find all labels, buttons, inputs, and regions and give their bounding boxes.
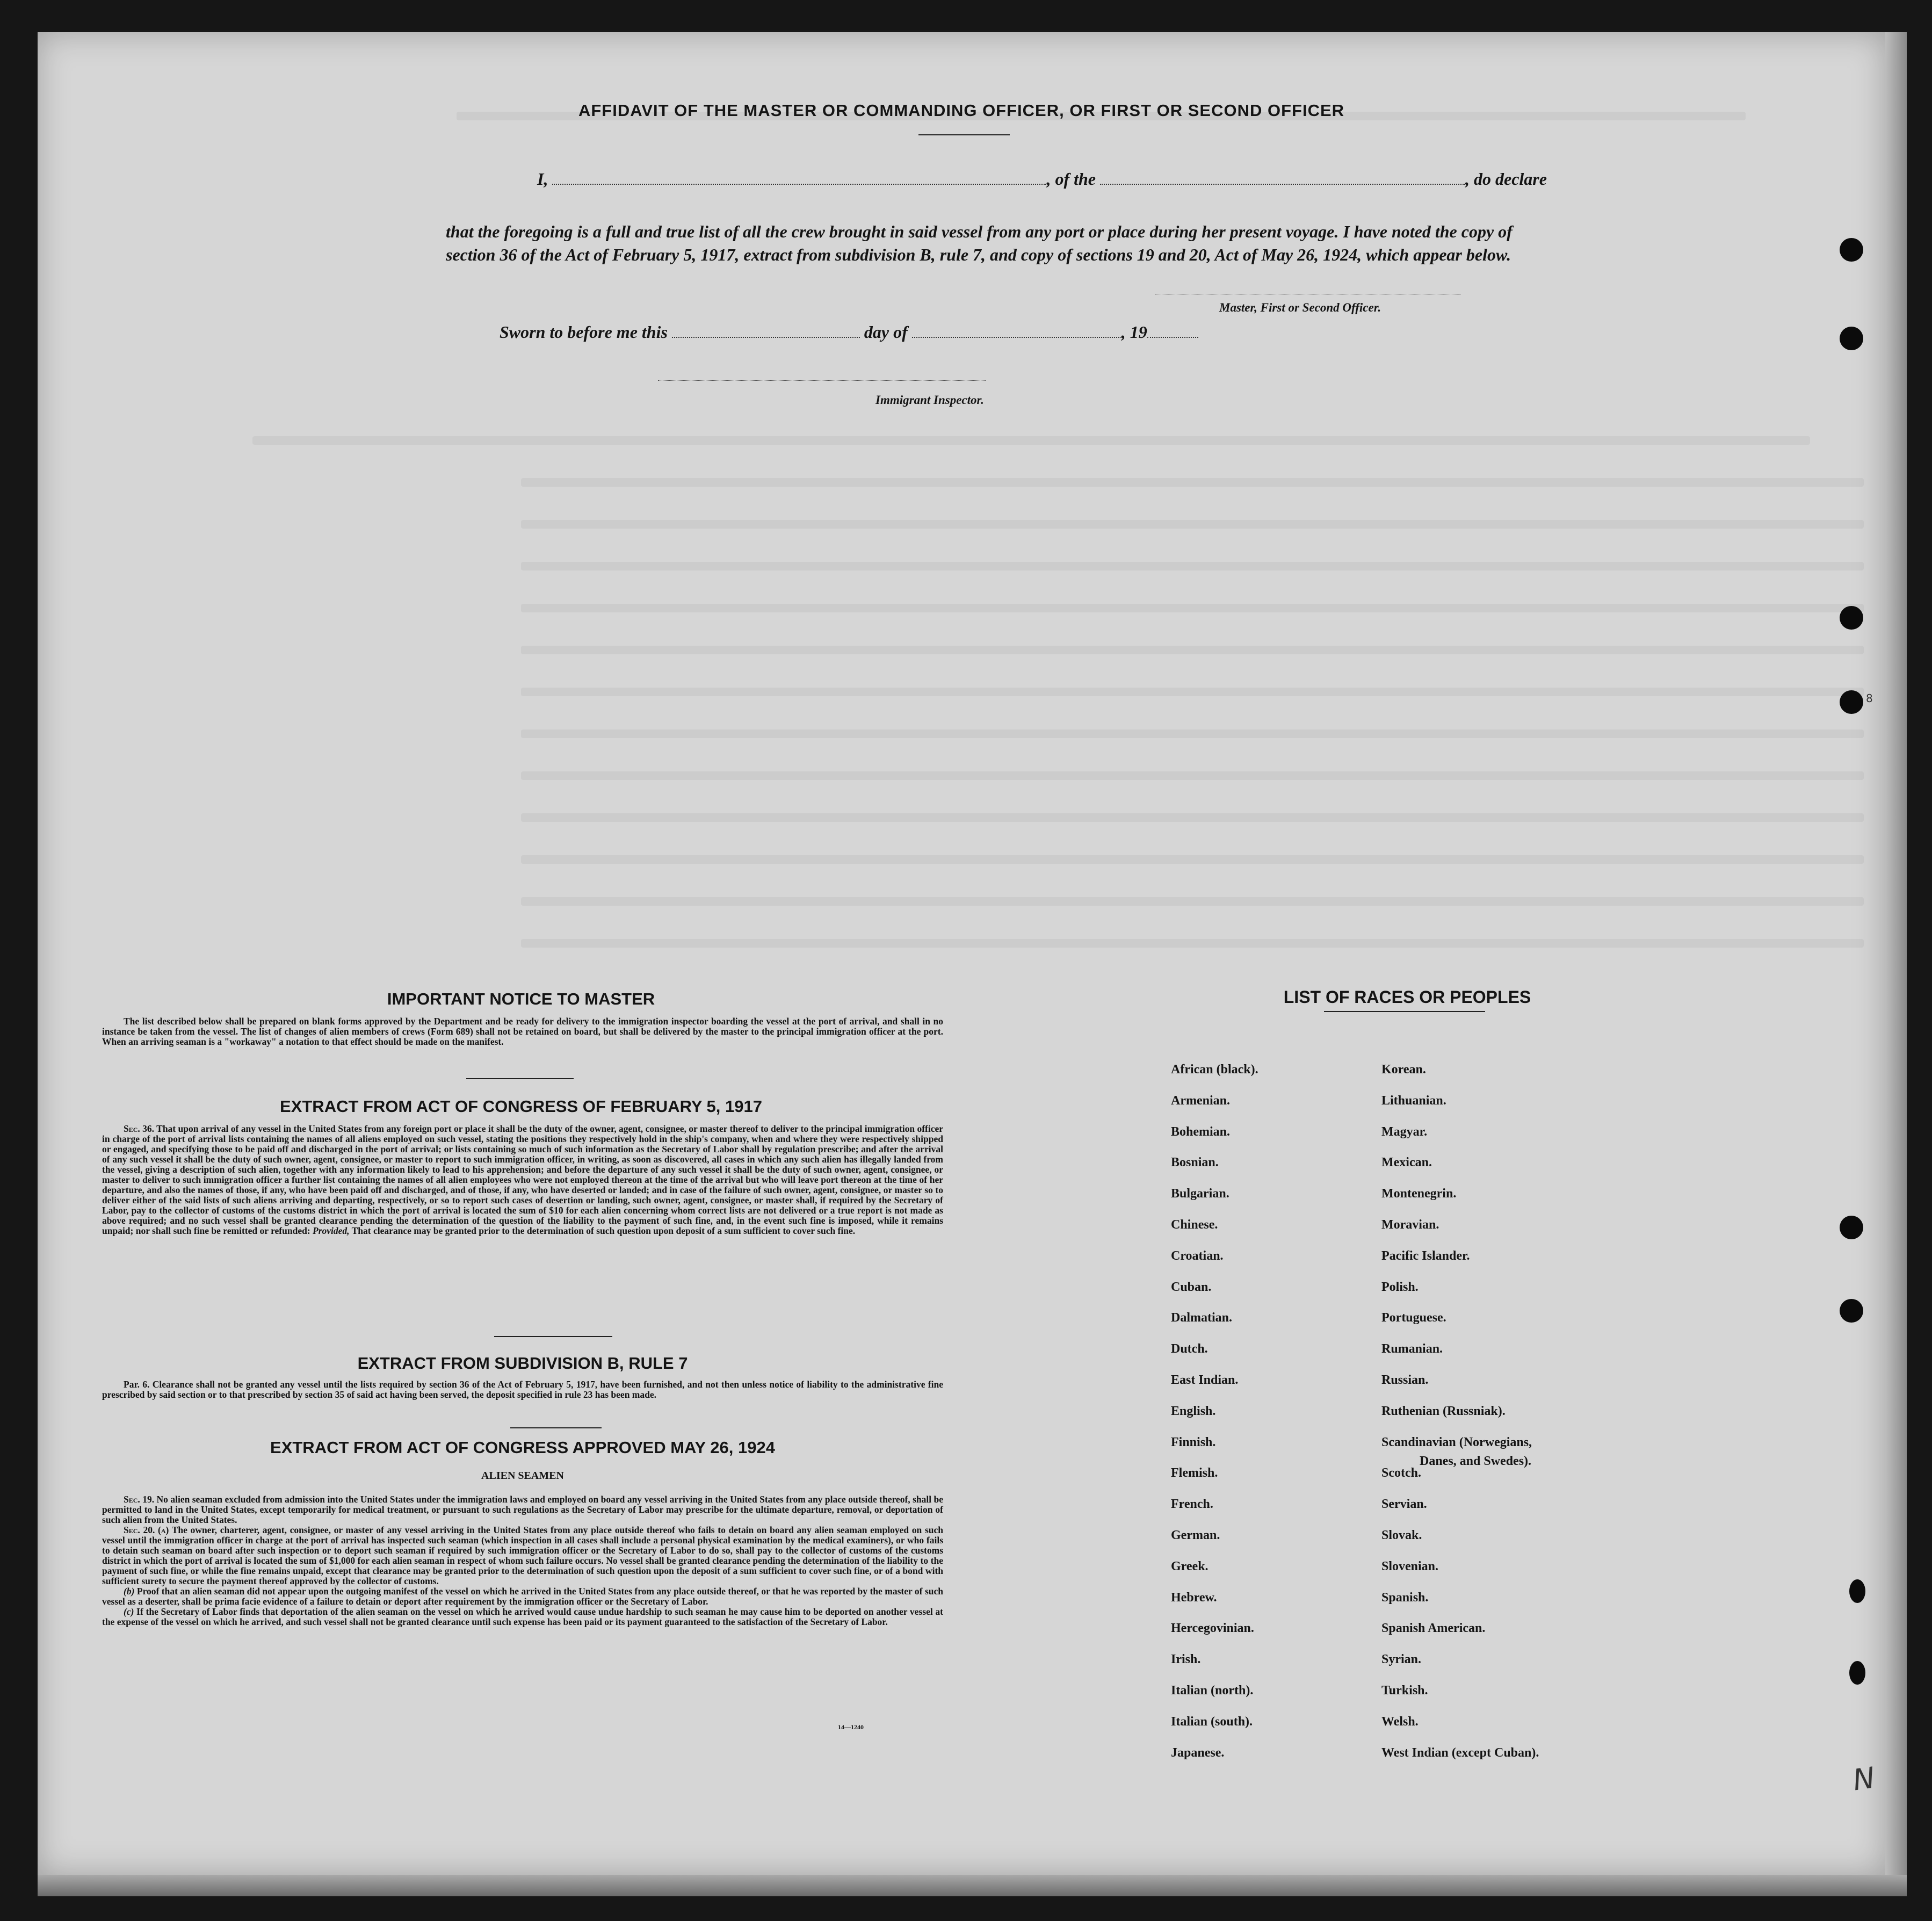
races-item: Croatian. [1171,1248,1224,1263]
divider-2 [494,1336,612,1337]
affidavit-first-line [537,169,1547,189]
races-item: Polish. [1381,1280,1419,1294]
inspector-label: Immigrant Inspector. [875,393,984,407]
alien-seamen-subtitle: ALIEN SEAMEN [481,1470,564,1482]
races-item: African (black). [1171,1063,1258,1077]
form-sheet [38,32,1885,1875]
races-item: Mexican. [1381,1156,1432,1170]
extract-1924-title: EXTRACT FROM ACT OF CONGRESS APPROVED MAY 26, 1924 [270,1438,775,1457]
races-item: Slovak. [1381,1528,1422,1542]
races-item: English. [1171,1404,1216,1418]
affidavit-do-declare-label: , do declare [1465,169,1547,189]
sworn-day-blank[interactable] [672,333,860,338]
notice-body [102,1016,943,1047]
races-column-2 [1381,1063,1539,1776]
races-item: Bohemian. [1171,1124,1231,1139]
sec-19-label: Sec. 19. [124,1494,155,1505]
inspector-signature-line[interactable] [658,380,986,381]
sec-20b-text: Proof that an alien seaman did not appear upon the outgoing manifest of the vessel on which he arrived in the United States from any place outside thereof, or that he was reported by the master of such vessel as a deserter, shall be prima facie evidence of a failure to detain or deport after requirement by the immigration officer or the Secretary of Labor. [102,1586,943,1607]
page-bottom-edge [38,1875,1907,1896]
punch-hole [1840,1216,1863,1239]
sworn-day-of: day of [864,322,908,342]
races-title-underline [1324,1011,1485,1012]
races-title: LIST OF RACES OR PEOPLES [1283,987,1531,1007]
sworn-month-blank[interactable] [912,333,1121,338]
races-item: Spanish American. [1381,1621,1486,1636]
races-item: Servian. [1381,1497,1427,1512]
sec-36-label: Sec. 36. [124,1123,155,1134]
punch-hole [1849,1661,1865,1685]
punch-hole [1840,606,1863,630]
page-mark: 8 [1866,692,1873,705]
races-item: Finnish. [1171,1435,1216,1449]
races-item: Scandinavian (Norwegians, [1381,1435,1532,1449]
extract-1917-body [102,1124,943,1236]
races-item: Turkish. [1381,1683,1428,1698]
sworn-line [500,322,1198,342]
races-item: French. [1171,1497,1213,1512]
sworn-prefix: Sworn to before me this [500,322,668,342]
punch-hole [1849,1579,1865,1603]
races-item-scandinavian-cont: Danes, and Swedes). [1420,1454,1532,1468]
races-item: Spanish. [1381,1590,1429,1605]
races-scandinavian-continued [1420,1454,1531,1485]
punch-hole [1840,690,1863,714]
races-item: Hebrew. [1171,1590,1217,1605]
extract-1917-title: EXTRACT FROM ACT OF CONGRESS OF FEBRUARY 5, 1917 [280,1097,762,1116]
affidavit-title: AFFIDAVIT OF THE MASTER OR COMMANDING OFFICER, OR FIRST OR SECOND OFFICER [578,101,1345,120]
races-column-1 [1171,1063,1258,1776]
races-item: Scotch. [1381,1466,1421,1481]
races-item: Magyar. [1381,1124,1428,1139]
races-item: Portuguese. [1381,1311,1446,1325]
punch-hole [1840,327,1863,350]
races-item: Japanese. [1171,1745,1225,1760]
extract-rule7-title: EXTRACT FROM SUBDIVISION B, RULE 7 [357,1354,688,1373]
master-signature-label: Master, First or Second Officer. [1219,301,1381,314]
vessel-name-blank[interactable] [1100,179,1465,185]
divider-3 [510,1427,602,1428]
sec-36-text-end: That clearance may be granted prior to the determination of such question upon deposit of a sum sufficient to cover such fine. [351,1225,856,1236]
races-item: Slovenian. [1381,1559,1439,1573]
races-item: Russian. [1381,1373,1429,1387]
rule7-paragraph: Par. 6. Clearance shall not be granted any vessel until the lists required by section 36 of the Act of February 5, 1917, have been furnished, and not then unless notice of liability to the administrative fine prescribed by said section or to that prescribed by section 35 of said act having been served, the deposit specified in rule 23 has been made. [102,1379,943,1400]
races-item: Italian (south). [1171,1714,1253,1729]
races-item: Hercegovinian. [1171,1621,1254,1636]
races-item: Cuban. [1171,1280,1212,1294]
notice-paragraph: The list described below shall be prepared on blank forms approved by the Department and be ready for delivery to the immigration inspector boarding the vessel at the port of arrival, and shall in no instance be taken from the vessel. The list of changes of alien members of crews (Form 689) shall not be retained on board, but shall be delivered by the master to the principal immigration officer at the port. When an arriving seaman is a "workaway" a notation to that effect should be made on the manifest. [102,1016,943,1047]
affidavit-paragraph: that the foregoing is a full and true list of all the crew brought in said vessel from any port or place during her present voyage. I have noted the copy of section 36 of the Act of February 5, 1917, extract from subdivision B, rule 7, and copy of sections 19 and 20, Act of May 26, 1924, which appear below. [446,222,1513,264]
divider-1 [466,1078,574,1079]
races-item: Flemish. [1171,1466,1218,1481]
races-item: Rumanian. [1381,1342,1443,1356]
races-item: Lithuanian. [1381,1093,1446,1108]
sworn-year: , 19 [1121,322,1147,342]
affidavit-i-label: I, [537,169,548,189]
extract-1924-body [102,1494,943,1627]
extract-rule7-body [102,1380,943,1400]
races-item: Greek. [1171,1559,1209,1573]
sworn-year-blank[interactable] [1147,333,1198,338]
races-item: West Indian (except Cuban). [1381,1745,1539,1760]
races-item: Italian (north). [1171,1683,1254,1698]
officer-name-blank[interactable] [552,179,1046,185]
races-item: Dalmatian. [1171,1311,1232,1325]
sec-20a-text: The owner, charterer, agent, consignee, or master of any vessel arriving in the United States from any place outside thereof who fails to detain on board any alien seaman employed on such vessel until the immigration officer in charge at the port of arrival has inspected such seaman (which inspection in all cases shall include a personal physical examination by the medical examiners), or who fails to detain such seaman on board after such inspection or to deport such seaman if required by such immigration officer or the Secretary of Labor to do so, shall pay to the collector of customs of the customs district in which the port of arrival is located the sum of $1,000 for each alien seaman in respect of whom such failure occurs. No vessel shall be granted clearance pending the determination of the liability to the payment of such fine, or while the fine remains unpaid, except that clearance may be granted prior to the determination of such question upon the deposit of a sum sufficient to cover such fine, or of a bond with sufficient surety to secure the payment thereof approved by the collector of customs. [102,1525,943,1586]
races-item: Dutch. [1171,1342,1208,1356]
races-item: Welsh. [1381,1714,1419,1729]
sec-20c-text: If the Secretary of Labor finds that deportation of the alien seaman on the vessel on which he arrived would cause undue hardship to such seaman he may cause him to be deported on another vessel at the expense of the vessel on which he arrived, and such vessel shall not be granted clearance until such expense has been paid or its payment guaranteed to the satisfaction of the Secretary of Labor. [102,1606,943,1627]
races-item: Chinese. [1171,1217,1218,1232]
races-item: Irish. [1171,1652,1201,1667]
races-item: Montenegrin. [1381,1187,1457,1201]
races-item: Pacific Islander. [1381,1248,1470,1263]
races-item: Armenian. [1171,1093,1230,1108]
sec-19-text: No alien seaman excluded from admission into the United States under the immigration laws and employed on board any vessel arriving in the United States from any place outside thereof, shall be permitted to land in the United States, except temporarily for medical treatment, or pursuant to such regulations as the Secretary of Labor may prescribe for the ultimate departure, removal, or deportation of such alien from the United States. [102,1494,944,1525]
races-item: Bosnian. [1171,1156,1219,1170]
form-number: 14—1240 [838,1723,864,1731]
provided-label: Provided, [313,1225,350,1236]
races-item: Moravian. [1381,1217,1439,1232]
title-divider [918,134,1010,135]
races-item: Ruthenian (Russniak). [1381,1404,1506,1418]
sec-20b-label: (b) [124,1586,135,1597]
races-item: Syrian. [1381,1652,1422,1667]
races-item: Korean. [1381,1063,1426,1077]
affidavit-of-the-label: , of the [1046,169,1096,189]
punch-hole [1840,238,1863,262]
sec-36-text: That upon arrival of any vessel in the United States from any foreign port or place it shall be the duty of the owner, agent, consignee, or master thereof to deliver to the principal immigration officer in charge of the port of arrival lists containing the names of all aliens employed on such vessel, stating the positions they respectively hold in the ship's company, when and where they were respectively shipped or engaged, and specifying those to be paid off and discharged in the port of arrival; or lists containing so much of such information as the Secretary of Labor shall by regulation prescribe; and after the arrival of any such vessel it shall be the duty of such owner, agent, consignee, or master to report to such immigration officer, in writing, as soon as discovered, all cases in which any such alien has illegally landed from the vessel, giving a description of such alien, together with any information likely to lead to his apprehension; and before the departure of any such vessel it shall be the duty of such owner, agent, consignee, or master to deliver to such immigration officer a further list containing the names of all alien employees who were not employed thereon at the time of the arrival but who will leave port thereon at the time of her departure, and also the names of those, if any, who have been paid off and discharged, and of those, if any, who have deserted or landed; and in case of the failure of such owner, agent, consignee, or master so to deliver either of the said lists of such aliens arriving and departing, respectively, or so to report such cases of desertion or landing, such owner, agent, consignee, or master shall, if required by the Secretary of Labor, pay to the collector of customs of the customs district in which the port of arrival is located the sum of $10 for each alien concerning whom correct lists are not delivered or a true report is not made as above required; and no such vessel shall be granted clearance pending the determination of the question of the liability to the payment of such fine, and, in the event such fine is imposed, while it remains unpaid; nor shall such fine be remitted or refunded: [102,1123,944,1236]
sec-20-label: Sec. 20. (a) [124,1525,169,1535]
notice-title: IMPORTANT NOTICE TO MASTER [387,990,655,1008]
corner-handwritten-mark: N [1850,1760,1877,1797]
races-item: East Indian. [1171,1373,1239,1387]
races-item: German. [1171,1528,1220,1542]
sec-20c-label: (c) [124,1606,134,1617]
races-item: Bulgarian. [1171,1187,1229,1201]
punch-hole [1840,1299,1863,1323]
page-edge [1885,32,1907,1875]
